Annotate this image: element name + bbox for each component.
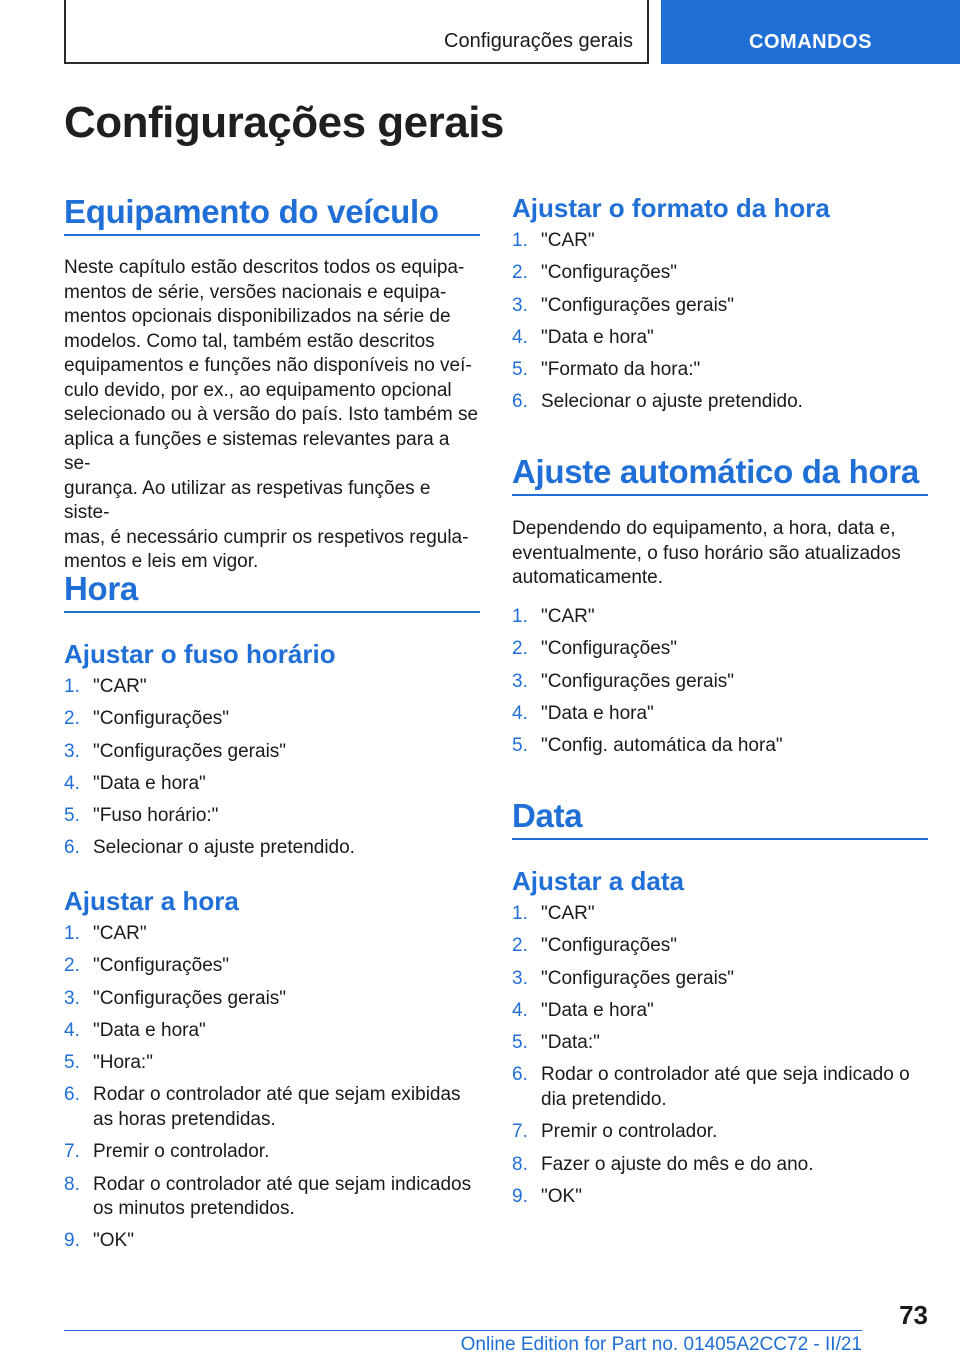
step-text: "Configurações gerais" bbox=[93, 987, 287, 1009]
step-text: Rodar o controlador até que sejam exibidas as horas pretendidas. bbox=[93, 1084, 461, 1130]
step-number: 8. bbox=[512, 1153, 528, 1175]
step-text: "Hora:" bbox=[93, 1052, 153, 1074]
step-text: "Configurações gerais" bbox=[541, 967, 735, 989]
list-item bbox=[64, 1051, 480, 1076]
list-item bbox=[512, 999, 928, 1024]
list-item bbox=[64, 836, 480, 861]
step-number: 3. bbox=[512, 967, 528, 989]
step-number: 3. bbox=[512, 294, 528, 316]
text-line: mas, é necessário cumprir os respetivos regula- bbox=[64, 526, 469, 548]
footer-edition: Online Edition for Part no. 01405A2CC72 - II/21 bbox=[460, 1334, 862, 1355]
step-text: "Configurações gerais" bbox=[541, 294, 735, 316]
section-rule bbox=[512, 494, 928, 496]
list-item bbox=[512, 294, 928, 319]
running-header-section-label: Configurações gerais bbox=[444, 30, 633, 52]
step-text: "OK" bbox=[93, 1230, 134, 1252]
step-number: 5. bbox=[512, 735, 528, 757]
text-line: gurança. Ao utilizar as respetivas funções e siste- bbox=[64, 477, 431, 523]
list-item bbox=[512, 390, 928, 415]
step-text: "Configurações" bbox=[541, 262, 678, 284]
auto-time-steps bbox=[512, 605, 928, 766]
list-item bbox=[512, 967, 928, 992]
step-number: 4. bbox=[64, 772, 80, 794]
step-text: "CAR" bbox=[541, 230, 595, 251]
list-item bbox=[64, 954, 480, 979]
step-text: "CAR" bbox=[541, 903, 595, 924]
list-item bbox=[64, 707, 480, 732]
step-number: 1. bbox=[512, 606, 528, 627]
step-text: "Data e hora" bbox=[541, 999, 654, 1021]
text-line: mentos de série, versões nacionais e equipa- bbox=[64, 281, 447, 303]
list-item bbox=[64, 740, 480, 765]
list-item bbox=[512, 902, 928, 927]
list-item bbox=[64, 1083, 480, 1132]
step-text: "Data e hora" bbox=[93, 772, 206, 794]
data-heading: Data bbox=[512, 797, 583, 834]
step-number: 2. bbox=[64, 955, 80, 977]
step-text: "Config. automática da hora" bbox=[541, 735, 783, 757]
list-item bbox=[512, 326, 928, 351]
text-line: mentos opcionais disponibilizados na série de bbox=[64, 306, 451, 327]
step-number: 6. bbox=[512, 1064, 528, 1086]
list-item bbox=[512, 261, 928, 286]
step-number: 2. bbox=[512, 935, 528, 957]
section-rule bbox=[64, 234, 480, 236]
page-title: Configurações gerais bbox=[64, 98, 504, 147]
step-number: 1. bbox=[64, 676, 80, 697]
date-steps bbox=[512, 902, 928, 1217]
step-text: "Formato da hora:" bbox=[541, 359, 701, 381]
step-number: 5. bbox=[64, 805, 80, 827]
text-line: mentos e leis em vigor. bbox=[64, 551, 259, 572]
step-text: Premir o controlador. bbox=[541, 1121, 718, 1143]
vehicle-equipment-heading: Equipamento do veículo bbox=[64, 193, 439, 230]
list-item bbox=[512, 1120, 928, 1145]
list-item bbox=[64, 1140, 480, 1165]
step-number: 4. bbox=[512, 326, 528, 348]
list-item bbox=[512, 605, 928, 630]
step-number: 3. bbox=[512, 670, 528, 692]
list-item bbox=[512, 934, 928, 959]
step-text: "CAR" bbox=[93, 923, 147, 944]
running-header-chapter-tab bbox=[661, 0, 960, 64]
list-item bbox=[64, 804, 480, 829]
list-item bbox=[512, 1031, 928, 1056]
list-item bbox=[512, 229, 928, 254]
running-header-chapter-label: COMANDOS bbox=[749, 31, 872, 53]
auto-time-text bbox=[512, 517, 928, 591]
step-text: Rodar o controlador até que sejam indicados os minutos pretendidos. bbox=[93, 1173, 472, 1220]
footer-rule bbox=[64, 1330, 862, 1331]
step-number: 6. bbox=[64, 837, 80, 859]
step-number: 9. bbox=[512, 1185, 528, 1207]
step-number: 1. bbox=[64, 923, 80, 944]
list-item bbox=[512, 1063, 928, 1112]
step-number: 4. bbox=[64, 1019, 80, 1041]
step-number: 3. bbox=[64, 740, 80, 762]
list-item bbox=[512, 734, 928, 759]
step-text: Premir o controlador. bbox=[93, 1141, 270, 1163]
step-number: 6. bbox=[64, 1084, 80, 1106]
step-text: Selecionar o ajuste pretendido. bbox=[93, 837, 355, 859]
list-item bbox=[512, 358, 928, 383]
list-item bbox=[64, 1229, 480, 1254]
format-subheading: Ajustar o formato da hora bbox=[512, 193, 830, 223]
list-item bbox=[64, 922, 480, 947]
step-text: "Configurações" bbox=[541, 935, 678, 957]
step-number: 1. bbox=[512, 903, 528, 924]
step-number: 2. bbox=[64, 708, 80, 730]
list-item bbox=[64, 1019, 480, 1044]
step-text: "Configurações" bbox=[541, 638, 678, 660]
format-steps bbox=[512, 229, 928, 423]
timezone-subheading: Ajustar o fuso horário bbox=[64, 639, 336, 669]
step-text: Rodar o controlador até que seja indicado o dia pretendido. bbox=[541, 1064, 910, 1110]
step-number: 7. bbox=[64, 1141, 80, 1163]
step-number: 5. bbox=[512, 359, 528, 381]
text-line: automaticamente. bbox=[512, 567, 664, 588]
list-item bbox=[64, 1173, 480, 1222]
text-line: culo devido, por ex., ao equipamento opcional bbox=[64, 379, 452, 401]
step-text: "Configurações" bbox=[93, 955, 230, 977]
text-line: aplica a funções e sistemas relevantes para a se- bbox=[64, 428, 450, 474]
list-item bbox=[64, 772, 480, 797]
list-item bbox=[512, 1185, 928, 1210]
step-number: 4. bbox=[512, 999, 528, 1021]
step-number: 8. bbox=[64, 1173, 80, 1195]
list-item bbox=[64, 987, 480, 1012]
text-line: eventualmente, o fuso horário são atualizados bbox=[512, 542, 901, 564]
step-text: "Configurações gerais" bbox=[541, 670, 735, 692]
step-number: 2. bbox=[512, 638, 528, 660]
text-line: equipamentos e funções não disponíveis no veí- bbox=[64, 355, 472, 376]
step-number: 5. bbox=[512, 1032, 528, 1054]
hora-heading: Hora bbox=[64, 570, 138, 607]
step-text: "CAR" bbox=[541, 606, 595, 627]
text-line: modelos. Como tal, também estão descritos bbox=[64, 330, 435, 352]
page-number: 73 bbox=[899, 1300, 928, 1330]
text-line: Dependendo do equipamento, a hora, data e, bbox=[512, 518, 896, 539]
step-text: "CAR" bbox=[93, 676, 147, 697]
auto-time-heading: Ajuste automático da hora bbox=[512, 453, 919, 490]
step-text: "Data e hora" bbox=[93, 1019, 206, 1041]
step-number: 6. bbox=[512, 391, 528, 413]
step-number: 4. bbox=[512, 702, 528, 724]
list-item bbox=[512, 702, 928, 727]
section-rule bbox=[64, 611, 480, 613]
section-rule bbox=[512, 838, 928, 840]
text-line: selecionado ou à versão do país. Isto também se bbox=[64, 404, 479, 425]
time-subheading: Ajustar a hora bbox=[64, 886, 239, 916]
list-item bbox=[64, 675, 480, 700]
step-number: 5. bbox=[64, 1052, 80, 1074]
step-number: 1. bbox=[512, 230, 528, 251]
vehicle-equipment-text bbox=[64, 256, 480, 575]
list-item bbox=[512, 637, 928, 662]
step-number: 9. bbox=[64, 1230, 80, 1252]
date-subheading: Ajustar a data bbox=[512, 866, 684, 896]
time-steps bbox=[64, 922, 480, 1262]
step-text: "Configurações gerais" bbox=[93, 740, 287, 762]
step-number: 3. bbox=[64, 987, 80, 1009]
running-header-section bbox=[64, 0, 649, 64]
step-number: 7. bbox=[512, 1121, 528, 1143]
step-text: Selecionar o ajuste pretendido. bbox=[541, 391, 803, 413]
list-item bbox=[512, 1153, 928, 1178]
step-text: "OK" bbox=[541, 1185, 582, 1207]
step-text: "Configurações" bbox=[93, 708, 230, 730]
list-item bbox=[512, 670, 928, 695]
step-text: "Data e hora" bbox=[541, 326, 654, 348]
step-text: "Fuso horário:" bbox=[93, 805, 219, 827]
step-text: "Data:" bbox=[541, 1032, 600, 1054]
step-text: Fazer o ajuste do mês e do ano. bbox=[541, 1153, 814, 1175]
step-text: "Data e hora" bbox=[541, 702, 654, 724]
step-number: 2. bbox=[512, 262, 528, 284]
timezone-steps bbox=[64, 675, 480, 869]
text-line: Neste capítulo estão descritos todos os equipa- bbox=[64, 257, 465, 278]
